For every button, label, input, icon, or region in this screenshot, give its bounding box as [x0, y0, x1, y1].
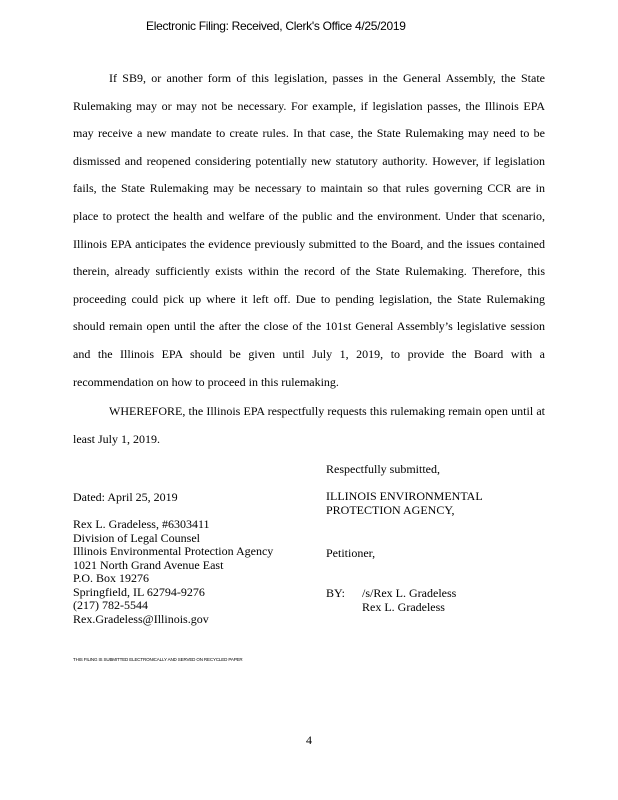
by-label: BY: [326, 586, 345, 600]
petitioner-label: Petitioner, [326, 546, 376, 560]
date-line: Dated: April 25, 2019 [73, 490, 178, 504]
counsel-line: 1021 North Grand Avenue East [73, 557, 224, 572]
counsel-address-block [73, 518, 273, 626]
paragraph-legislation [73, 65, 545, 396]
closing-line: Respectfully submitted, [326, 462, 440, 476]
counsel-line: Springfield, IL 62794-9276 [73, 584, 205, 599]
signature-block [326, 587, 456, 614]
recycled-paper-note: THIS FILING IS SUBMITTED ELECTRONICALLY AND SERVED ON RECYCLED PAPER [73, 657, 243, 662]
agency-line-1: ILLINOIS ENVIRONMENTAL [326, 489, 483, 503]
paragraph-text: WHEREFORE, the Illinois EPA respectfully requests this rulemaking remain open until at least July 1, 2019. [73, 404, 545, 446]
page-number: 4 [306, 733, 312, 747]
printed-name: Rex L. Gradeless [362, 599, 445, 614]
filing-stamp: Electronic Filing: Received, Clerk's Office 4/25/2019 [146, 19, 406, 33]
paragraph-text: If SB9, or another form of this legislation, passes in the General Assembly, the State Rulemaking may or may not be necessary. For example, if legislation passes, the Illinois EPA may receive a new mandate to create rules. In that case, the State Rulemaking may need to be dismissed and reopened considering potentially new statutory authority. However, if legislation fails, the State Rulemaking may be necessary to maintain so that rules governing CCR are in place to protect the health and welfare of the public and the environment. Under that scenario, Illinois EPA anticipates the evidence previously submitted to the Board, and the issues contained therein, already sufficiently exists within the record of the State Rulemaking. Therefore, this proceeding could pick up where it left off. Due to pending legislation, the State Rulemaking should remain open until the after the close of the 101st General Assembly’s legislative session and the Illinois EPA should be given until July 1, 2019, to provide the Board with a recommendation on how to proceed in this rulemaking. [73, 71, 545, 389]
agency-line-2: PROTECTION AGENCY, [326, 502, 455, 517]
counsel-line: (217) 782-5544 [73, 598, 148, 612]
counsel-line: Division of Legal Counsel [73, 530, 200, 545]
counsel-email: Rex.Gradeless@Illinois.gov [73, 611, 209, 626]
counsel-line: Rex L. Gradeless, #6303411 [73, 517, 210, 531]
signed-name: /s/Rex L. Gradeless [362, 586, 457, 600]
paragraph-wherefore [73, 398, 545, 453]
agency-name [326, 490, 483, 517]
counsel-line: Illinois Environmental Protection Agency [73, 544, 274, 558]
counsel-line: P.O. Box 19276 [73, 571, 150, 585]
